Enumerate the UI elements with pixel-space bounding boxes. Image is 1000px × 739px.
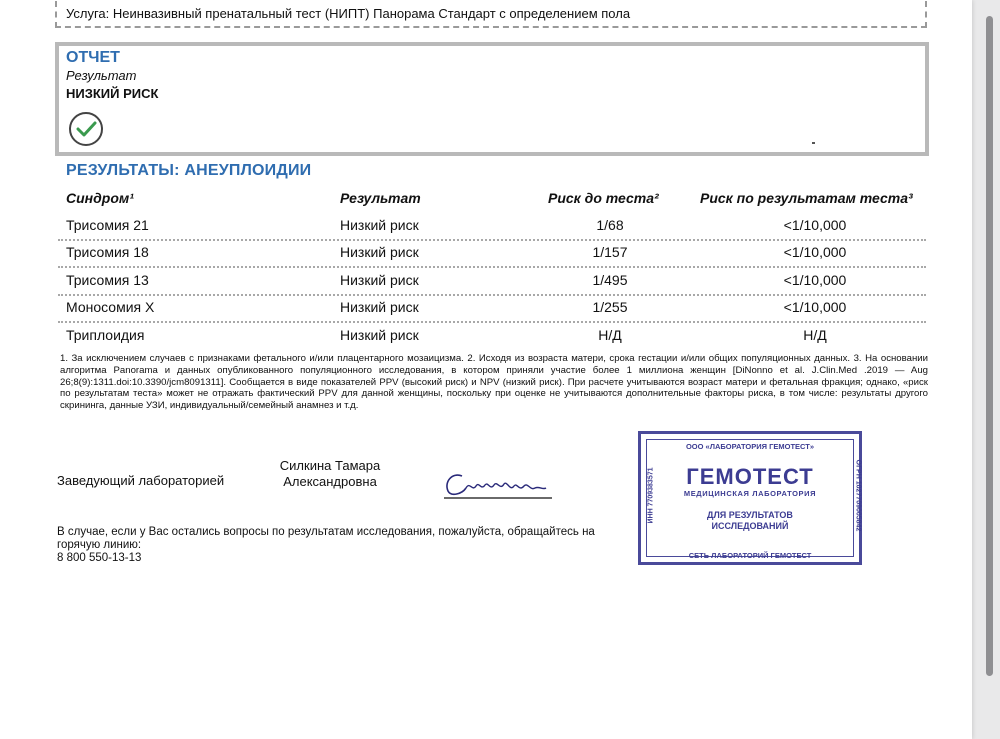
cell-result: Низкий риск: [340, 217, 419, 233]
report-box: [55, 42, 929, 156]
row-divider: [58, 266, 926, 268]
cell-risk-before: Н/Д: [598, 327, 622, 343]
hotline-phone: 8 800 550-13-13: [57, 552, 142, 564]
cell-risk-after: Н/Д: [803, 327, 827, 343]
stamp-brand: ГЕМОТЕСТ: [686, 464, 814, 489]
cell-syndrome: Трисомия 21: [66, 217, 149, 233]
signatory-name-line1: Силкина Тамара: [279, 458, 381, 473]
stamp-middle-line2: ИССЛЕДОВАНИЙ: [711, 521, 789, 531]
contact-info: [57, 526, 617, 565]
signatory-name: [270, 458, 390, 490]
result-label: Результат: [66, 68, 137, 83]
column-header-risk-after: Риск по результатам теста³: [700, 190, 913, 206]
vertical-scrollbar[interactable]: [986, 16, 993, 676]
cell-risk-before: 1/495: [592, 272, 628, 288]
cell-result: Низкий риск: [340, 272, 419, 288]
column-header-risk-before: Риск до теста²: [548, 190, 659, 206]
cell-risk-before: 1/157: [592, 244, 628, 260]
check-circle-icon: [68, 111, 104, 147]
row-divider: [58, 321, 926, 323]
row-divider: [58, 294, 926, 296]
stamp-subtitle: МЕДИЦИНСКАЯ ЛАБОРАТОРИЯ: [683, 489, 817, 498]
stamp-top-text: ООО «ЛАБОРАТОРИЯ ГЕМОТЕСТ»: [685, 442, 815, 451]
cell-result: Низкий риск: [340, 299, 419, 315]
cell-syndrome: Трисомия 13: [66, 272, 149, 288]
footnotes: 1. За исключением случаев с признаками фетального и/или плацентарного мозаицизма. 2. Исходя из возраста матери, срока гестации и/или общих популяционных данных. 3. На основании алгоритма Panorama и данных опубликованного популяционного исследования, в котором приняли участие более 1 миллиона женщин [DiNonno et al. J.Clin.Med .2019 — Aug 26;8(9):1311.doi:10.3390/jcm8091311]. Сообщается в виде показателей PPV (высокий риск) и NPV (низкий риск). При расчете учитываются возраст матери и фетальная фракция; однако, «риск по результатам теста» может не отражать фактический PPV для данной женщины, поскольку при оценке не учитываются дополнительные факторы риска, в том числе: результаты другого скрининга, данные УЗИ, индивидуальный/семейный анамнез и т.д.: [60, 353, 928, 412]
cell-risk-after: <1/10,000: [783, 299, 847, 315]
laboratory-stamp: [638, 431, 862, 565]
stamp-middle-text: [641, 510, 859, 532]
contact-line1: В случае, если у Вас остались вопросы по результатам исследования, пожалуйста, обращайтесь на: [57, 526, 595, 538]
stamp-ogrn: ОГРН 1027709005842: [854, 459, 862, 532]
cell-risk-after: <1/10,000: [783, 217, 847, 233]
cell-risk-before: 1/255: [592, 299, 628, 315]
stamp-inner-border: [646, 439, 854, 557]
stamp-middle-line1: ДЛЯ РЕЗУЛЬТАТОВ: [707, 510, 793, 520]
result-value: НИЗКИЙ РИСК: [66, 86, 159, 101]
row-divider: [58, 239, 926, 241]
service-text: Услуга: Неинвазивный пренатальный тест (НИПТ) Панорама Стандарт с определением пола: [66, 6, 631, 21]
signatory-position: Заведующий лабораторией: [57, 473, 225, 488]
cell-syndrome: Триплоидия: [66, 327, 145, 343]
column-header-result: Результат: [340, 190, 421, 206]
cell-risk-after: <1/10,000: [783, 272, 847, 288]
column-header-syndrome: Синдром¹: [66, 190, 134, 206]
signatory-name-line2: Александровна: [283, 474, 377, 489]
contact-line2: горячую линию:: [57, 539, 142, 551]
cell-result: Низкий риск: [340, 327, 419, 343]
results-heading: РЕЗУЛЬТАТЫ: АНЕУПЛОИДИИ: [66, 162, 312, 179]
mark-dot: [812, 142, 815, 144]
cell-syndrome: Трисомия 18: [66, 244, 149, 260]
stamp-bottom-text: СЕТЬ ЛАБОРАТОРИЙ ГЕМОТЕСТ: [688, 551, 812, 560]
cell-syndrome: Моносомия X: [66, 299, 155, 315]
cell-result: Низкий риск: [340, 244, 419, 260]
cell-risk-before: 1/68: [596, 217, 624, 233]
cell-risk-after: <1/10,000: [783, 244, 847, 260]
handwritten-signature: [440, 464, 560, 504]
report-title: ОТЧЕТ: [66, 49, 120, 66]
stamp-inn: ИНН 7709383571: [647, 467, 655, 524]
